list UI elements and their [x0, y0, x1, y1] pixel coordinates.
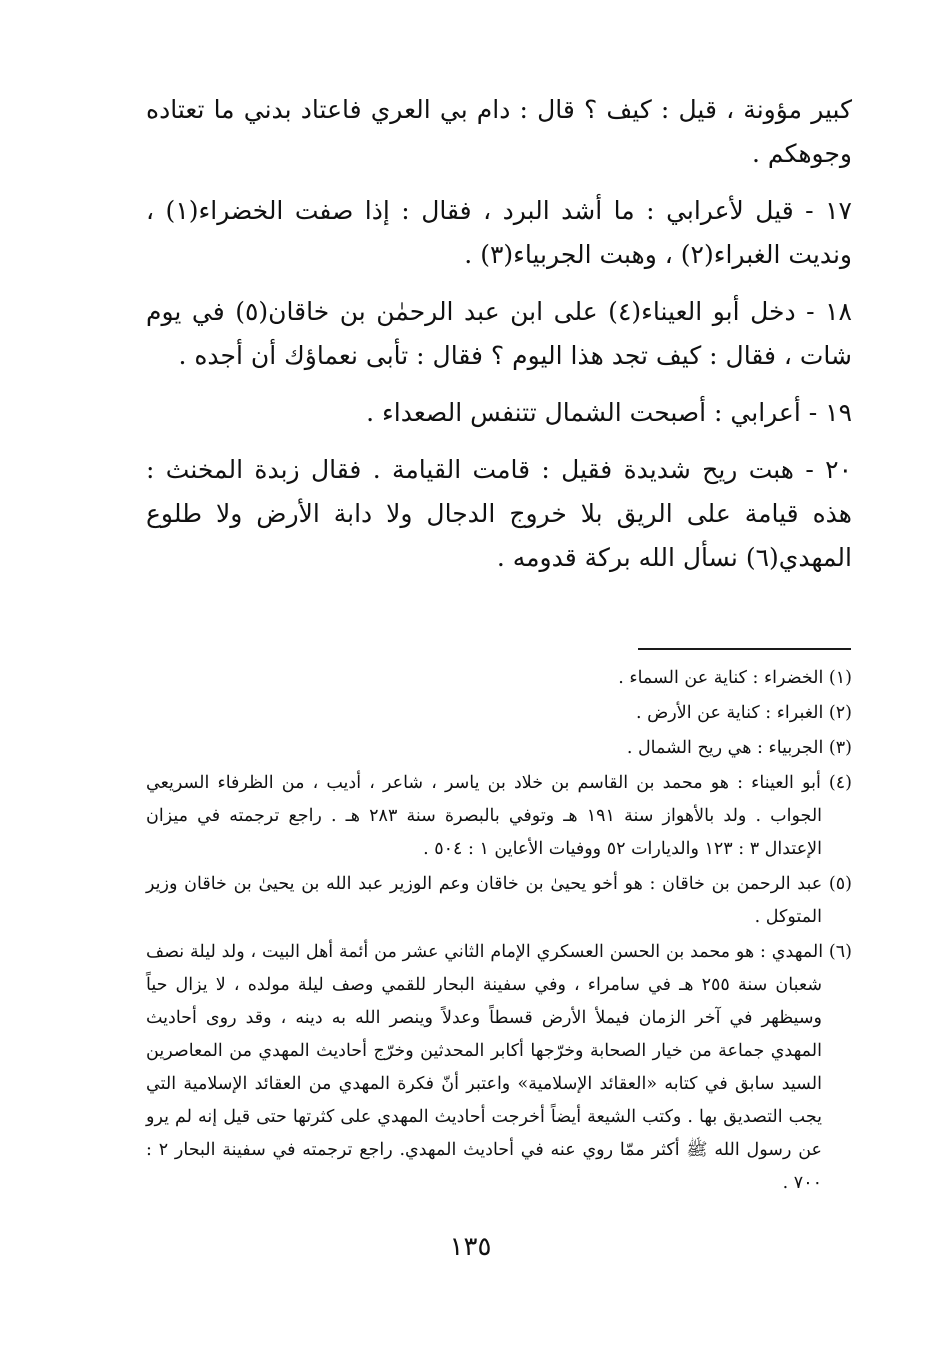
paragraph-16: كبير مؤونة ، قيل : كيف ؟ قال : دام بي العري فاعتاد بدني ما تعتاده وجوهكم . [146, 95, 852, 168]
paragraph-19: ١٩ - أعرابي : أصبحت الشمال تتنفس الصعداء . [366, 398, 852, 427]
main-text-body [146, 88, 852, 593]
footnote-5: (٥) عبد الرحمن بن خاقان : هو أخو يحيىٰ بن خاقان وعم الوزير عبد الله بن يحيىٰ بن خاقان وزير المتوكل . [146, 874, 852, 927]
footnote-6: (٦) المهدي : هو محمد بن الحسن العسكري الإمام الثاني عشر من أئمة أهل البيت ، ولد ليلة نصف شعبان سنة ٢٥٥ هـ في سامراء ، وفي سفينة البحار للقمي وصف ليلة مولده ، لا يزال حياً وسيظهر في آخر الزمان فيملأ الأرض قسطاً وعدلاً وينصر الله به دينه ، وقد روى أحاديث المهدي جماعة من خيار الصحابة وخرّجها أكابر المحدثين وخرّج أحاديث المهدي من المعاصرين السيد سابق في كتابه «العقائد الإسلامية» واعتبر أنّ فكرة المهدي من العقائد الإسلامية التي يجب التصديق بها . وكتب الشيعة أيضاً أخرجت أحاديث المهدي على كثرتها حتى قيل إنه لم يرو عن رسول الله ﷺ أكثر ممّا روي عنه في أحاديث المهدي. راجع ترجمته في سفينة البحار ٢ : ٧٠٠ . [146, 942, 852, 1193]
footnote-1: (١) الخضراء : كناية عن السماء . [618, 668, 852, 688]
page-number: ١٣٥ [449, 1232, 492, 1262]
paragraph-18: ١٨ - دخل أبو العيناء(٤) على ابن عبد الرحمٰن بن خاقان(٥) في يوم شات ، فقال : كيف تجد هذا اليوم ؟ فقال : تأبى نعماؤك أن أجده . [146, 297, 852, 370]
footnote-separator [638, 648, 851, 650]
footnote-4: (٤) أبو العيناء : هو محمد بن القاسم بن خلاد بن ياسر ، شاعر ، أديب ، من الظرفاء السريعي الجواب . ولد بالأهواز سنة ١٩١ هـ وتوفي بالبصرة سنة ٢٨٣ هـ . راجع ترجمته في ميزان الإعتدال ٣ : ١٢٣ والديارات ٥٢ ووفيات الأعاين ١ : ٥٠٤ . [146, 773, 852, 859]
footnote-3: (٣) الجربياء : هي ريح الشمال . [626, 738, 852, 758]
footnotes [146, 662, 852, 1202]
paragraph-20: ٢٠ - هبت ريح شديدة فقيل : قامت القيامة . فقال زبدة المخنث : هذه قيامة على الريق بلا خروج الدجال ولا دابة الأرض ولا طلوع المهدي(٦) نسأل الله بركة قدومه . [146, 455, 852, 572]
footnote-2: (٢) الغبراء : كناية عن الأرض . [636, 703, 852, 723]
paragraph-17: ١٧ - قيل لأعرابي : ما أشد البرد ، فقال : إذا صفت الخضراء(١) ، ونديت الغبراء(٢) ، وهبت الجربياء(٣) . [146, 196, 852, 269]
